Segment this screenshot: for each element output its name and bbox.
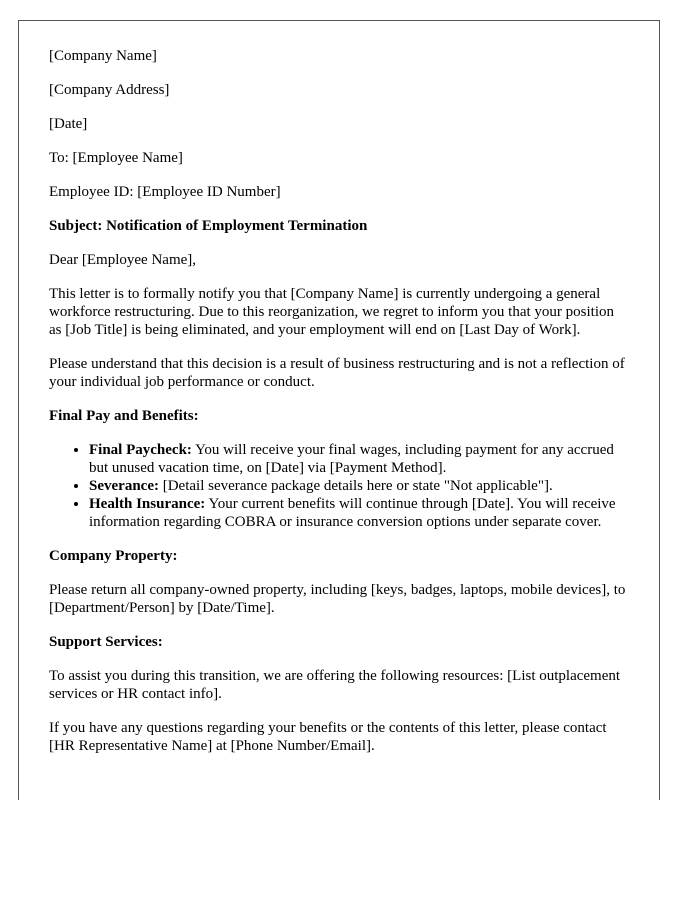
list-item-text: You will receive your final wages, including payment for any accrued but unused vacation time, on [Date] via [Payment Method]. xyxy=(89,442,614,476)
support-services-paragraph: To assist you during this transition, we are offering the following resources: [List outplacement services or HR contact info]. xyxy=(49,668,621,702)
list-item-label: Final Paycheck: xyxy=(89,442,192,458)
list-item-label: Health Insurance: xyxy=(89,496,206,512)
final-pay-heading: Final Pay and Benefits: xyxy=(49,408,199,424)
company-address: [Company Address] xyxy=(49,82,170,98)
list-item-severance xyxy=(89,477,629,495)
questions-paragraph: If you have any questions regarding your benefits or the contents of this letter, please contact [HR Representative Name] at [Phone Number/Email]. xyxy=(49,720,607,754)
list-item-health-insurance xyxy=(89,495,629,531)
letter-date: [Date] xyxy=(49,116,88,132)
recipient-line: To: [Employee Name] xyxy=(49,150,183,166)
final-pay-list xyxy=(49,441,629,531)
letter-page xyxy=(18,20,660,800)
salutation: Dear [Employee Name], xyxy=(49,252,197,268)
list-item-final-paycheck xyxy=(89,441,629,477)
letter-content xyxy=(49,47,629,771)
subject-line: Subject: Notification of Employment Termination xyxy=(49,218,368,234)
support-services-heading: Support Services: xyxy=(49,634,163,650)
employee-id-line: Employee ID: [Employee ID Number] xyxy=(49,184,281,200)
company-property-heading: Company Property: xyxy=(49,548,178,564)
company-property-paragraph: Please return all company-owned property, including [keys, badges, laptops, mobile devices], to [Department/Person] by [Date/Time]. xyxy=(49,582,626,616)
list-item-text: [Detail severance package details here or state "Not applicable"]. xyxy=(158,478,553,494)
restructuring-paragraph: Please understand that this decision is a result of business restructuring and is not a reflection of your individual job performance or conduct. xyxy=(49,356,625,390)
list-item-label: Severance: xyxy=(89,478,159,494)
company-name: [Company Name] xyxy=(49,48,157,64)
list-item-text: Your current benefits will continue through [Date]. You will receive information regarding COBRA or insurance conversion options under separate cover. xyxy=(89,496,616,530)
intro-paragraph: This letter is to formally notify you that [Company Name] is currently undergoing a general workforce restructuring. Due to this reorganization, we regret to inform you that your position as [Job Title] is being eliminated, and your employment will end on [Last Day of Work]. xyxy=(49,286,614,338)
